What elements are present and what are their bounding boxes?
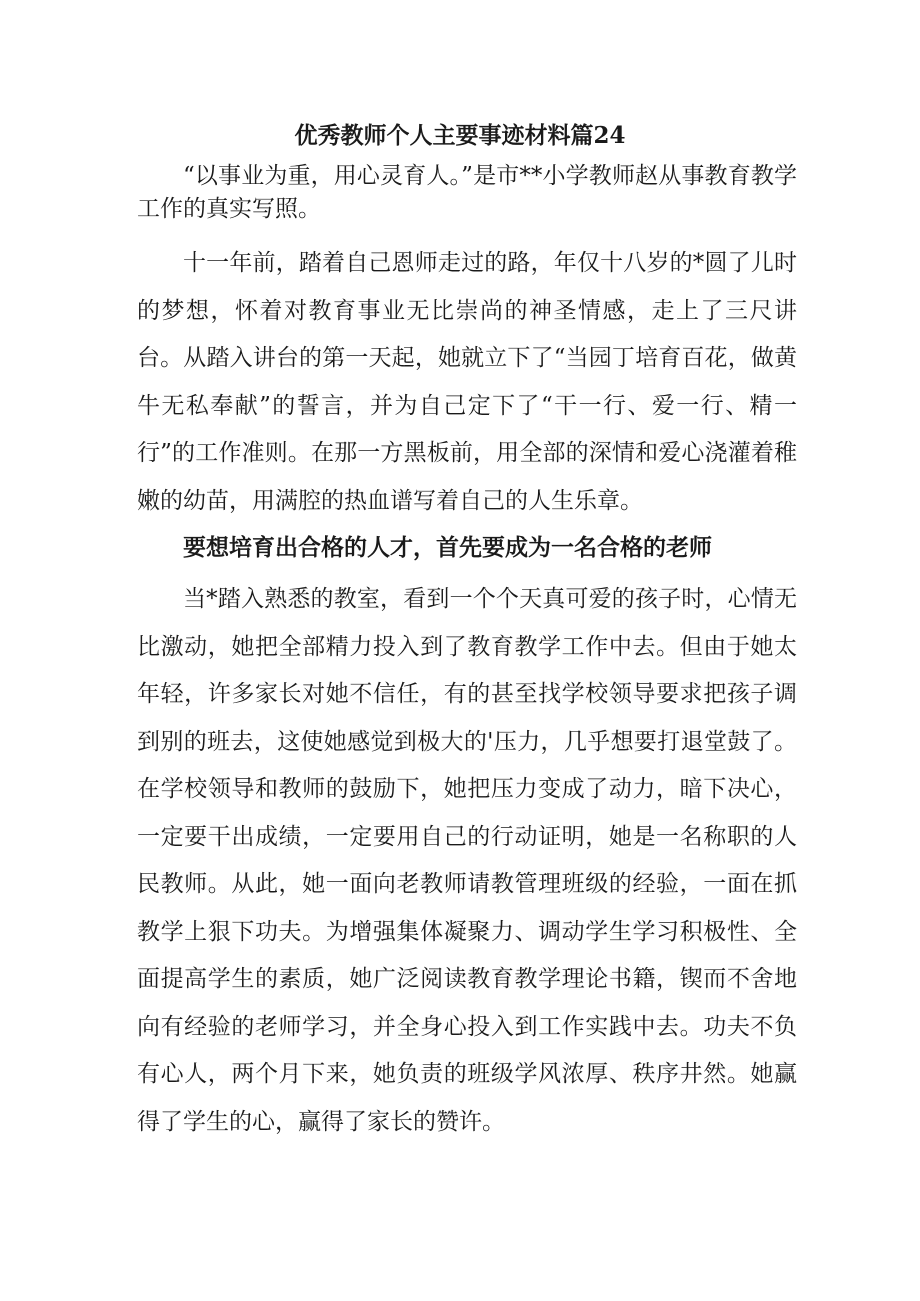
section-paragraph: 当*踏入熟悉的教室，看到一个个天真可爱的孩子时，心情无比激动，她把全部精力投入到了教育教学工作中去。但由于她太年轻，许多家长对她不信任，有的甚至找学校领导要求把孩子调到别的班去，这使她感觉到极大的'压力，几乎想要打退堂鼓了。在学校领导和教师的鼓励下，她把压力变成了动力，暗下决心，一定要干出成绩，一定要用自己的行动证明，她是一名称职的人民教师。从此，她一面向老教师请教管理班级的经验，一面在抓教学上狠下功夫。为增强集体凝聚力、调动学生学习积极性、全面提高学生的素质，她广泛阅读教育教学理论书籍，锲而不舍地向有经验的老师学习，并全身心投入到工作实践中去。功夫不负有心人，两个月下来，她负责的班级学风浓厚、秩序井然。她赢得了学生的心，赢得了家长的赞许。 [137, 586, 797, 1135]
document-title: 优秀教师个人主要事迹材料篇24 [294, 122, 626, 149]
section-heading: 要想培育出合格的人才，首先要成为一名合格的老师 [183, 534, 712, 561]
body-paragraph: 十一年前，踏着自己恩师走过的路，年仅十八岁的*圆了儿时的梦想，怀着对教育事业无比崇尚的神圣情感，走上了三尺讲台。从踏入讲台的第一天起，她就立下了“当园丁培育百花，做黄牛无私奉献”的誓言，并为自己定下了“干一行、爱一行、精一行”的工作准则。在那一方黑板前，用全部的深情和爱心浇灌着稚嫩的幼苗，用满腔的热血谱写着自己的人生乐章。 [137, 250, 797, 514]
intro-paragraph: “以事业为重，用心灵育人。”是市**小学教师赵从事教育教学工作的真实写照。 [137, 163, 797, 222]
